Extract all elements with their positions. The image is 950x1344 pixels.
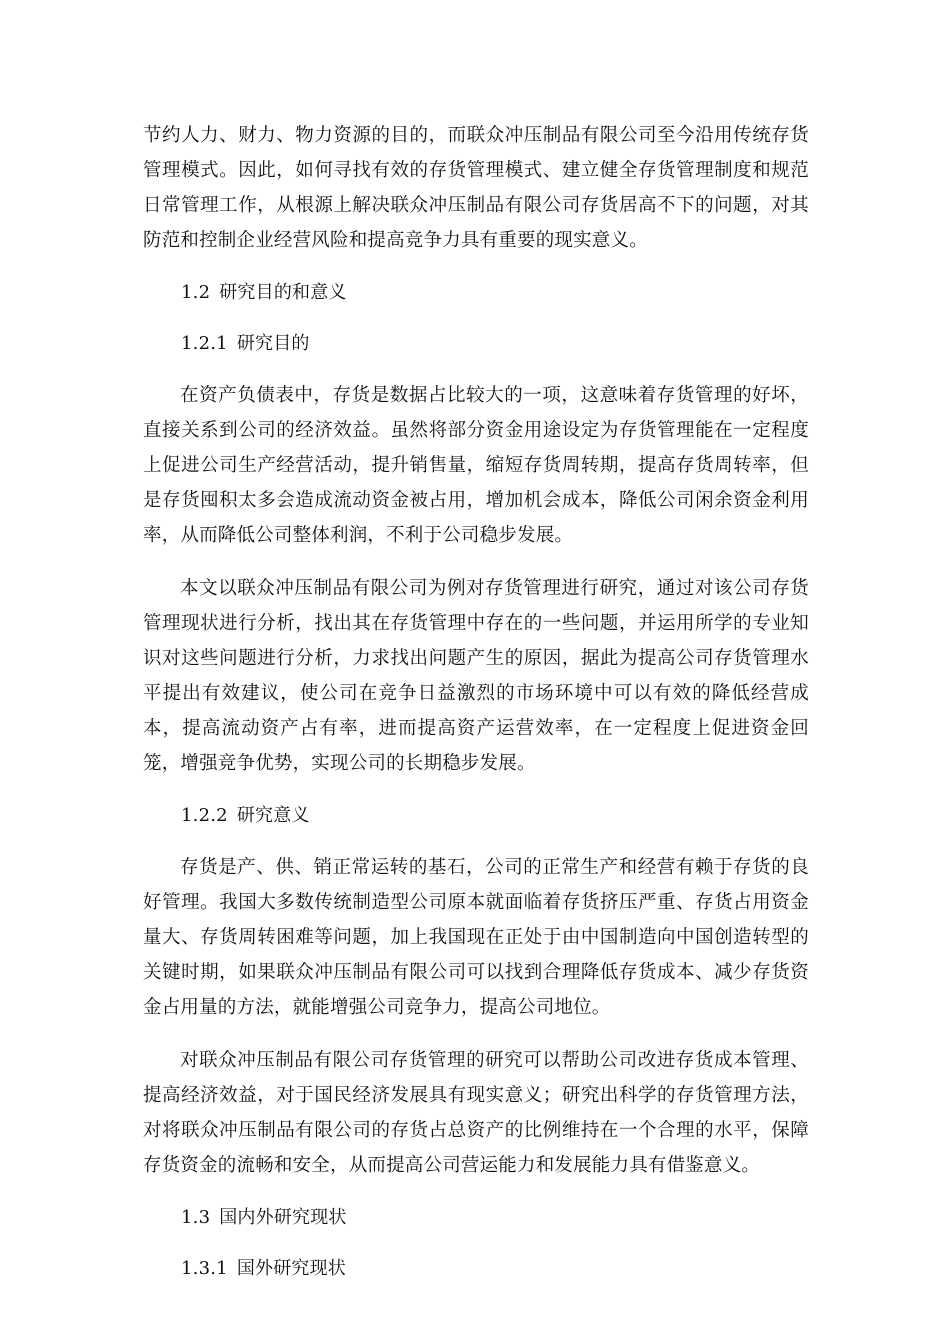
section-number: 1.2.2 <box>181 805 228 826</box>
paragraph-intro-continued: 节约人力、财力、物力资源的目的，而联众冲压制品有限公司至今沿用传统存货管理模式。因此，如何寻找有效的存货管理模式、建立健全存货管理制度和规范日常管理工作，从根源上解决联众冲压制品有限公司存货居高不下的问题，对其防范和控制企业经营风险和提高竞争力具有重要的现实意义。 <box>143 125 809 251</box>
paragraph-research-significance-2: 对联众冲压制品有限公司存货管理的研究可以帮助公司改进存货成本管理、提高经济效益，对于国民经济发展具有现实意义；研究出科学的存货管理方法，对将联众冲压制品有限公司的存货占总资产的比例维持在一个合理的水平，保障存货资金的流畅和安全，从而提高公司营运能力和发展能力具有借鉴意义。 <box>143 1050 809 1176</box>
section-number: 1.2.1 <box>181 333 228 354</box>
section-title: 研究目的和意义 <box>219 282 347 303</box>
section-heading-1-3-1 <box>143 1252 809 1285</box>
paragraph-research-purpose-2: 本文以联众冲压制品有限公司为例对存货管理进行研究，通过对该公司存货管理现状进行分析，找出其在存货管理中存在的一些问题，并运用所学的专业知识对这些问题进行分析，力求找出问题产生的原因，据此为提高公司存货管理水平提出有效建议，使公司在竞争日益激烈的市场环境中可以有效的降低经营成本，提高流动资产占有率，进而提高资产运营效率，在一定程度上促进资金回笼，增强竞争优势，实现公司的长期稳步发展。 <box>143 578 809 774</box>
section-heading-1-2-2 <box>143 799 809 832</box>
paragraph-research-significance-1: 存货是产、供、销正常运转的基石，公司的正常生产和经营有赖于存货的良好管理。我国大多数传统制造型公司原本就面临着存货挤压严重、存货占用资金量大、存货周转困难等问题，加上我国现在正处于由中国制造向中国创造转型的关键时期，如果联众冲压制品有限公司可以找到合理降低存货成本、减少存货资金占用量的方法，就能增强公司竞争力，提高公司地位。 <box>143 857 809 1018</box>
document-body <box>143 118 809 1303</box>
section-heading-1-2-1 <box>143 327 809 360</box>
section-title: 研究目的 <box>236 333 310 354</box>
section-title: 研究意义 <box>236 805 310 826</box>
section-title: 国内外研究现状 <box>219 1207 347 1228</box>
section-title: 国外研究现状 <box>236 1258 347 1279</box>
section-number: 1.3 <box>181 1207 211 1228</box>
section-number: 1.3.1 <box>181 1258 228 1279</box>
section-number: 1.2 <box>181 282 211 303</box>
section-heading-1-2 <box>143 276 809 309</box>
paragraph-research-purpose-1: 在资产负债表中，存货是数据占比较大的一项，这意味着存货管理的好坏，直接关系到公司的经济效益。虽然将部分资金用途设定为存货管理能在一定程度上促进公司生产经营活动，提升销售量，缩短存货周转期，提高存货周转率，但是存货囤积太多会造成流动资金被占用，增加机会成本，降低公司闲余资金利用率，从而降低公司整体利润，不利于公司稳步发展。 <box>143 385 809 546</box>
section-heading-1-3 <box>143 1201 809 1234</box>
